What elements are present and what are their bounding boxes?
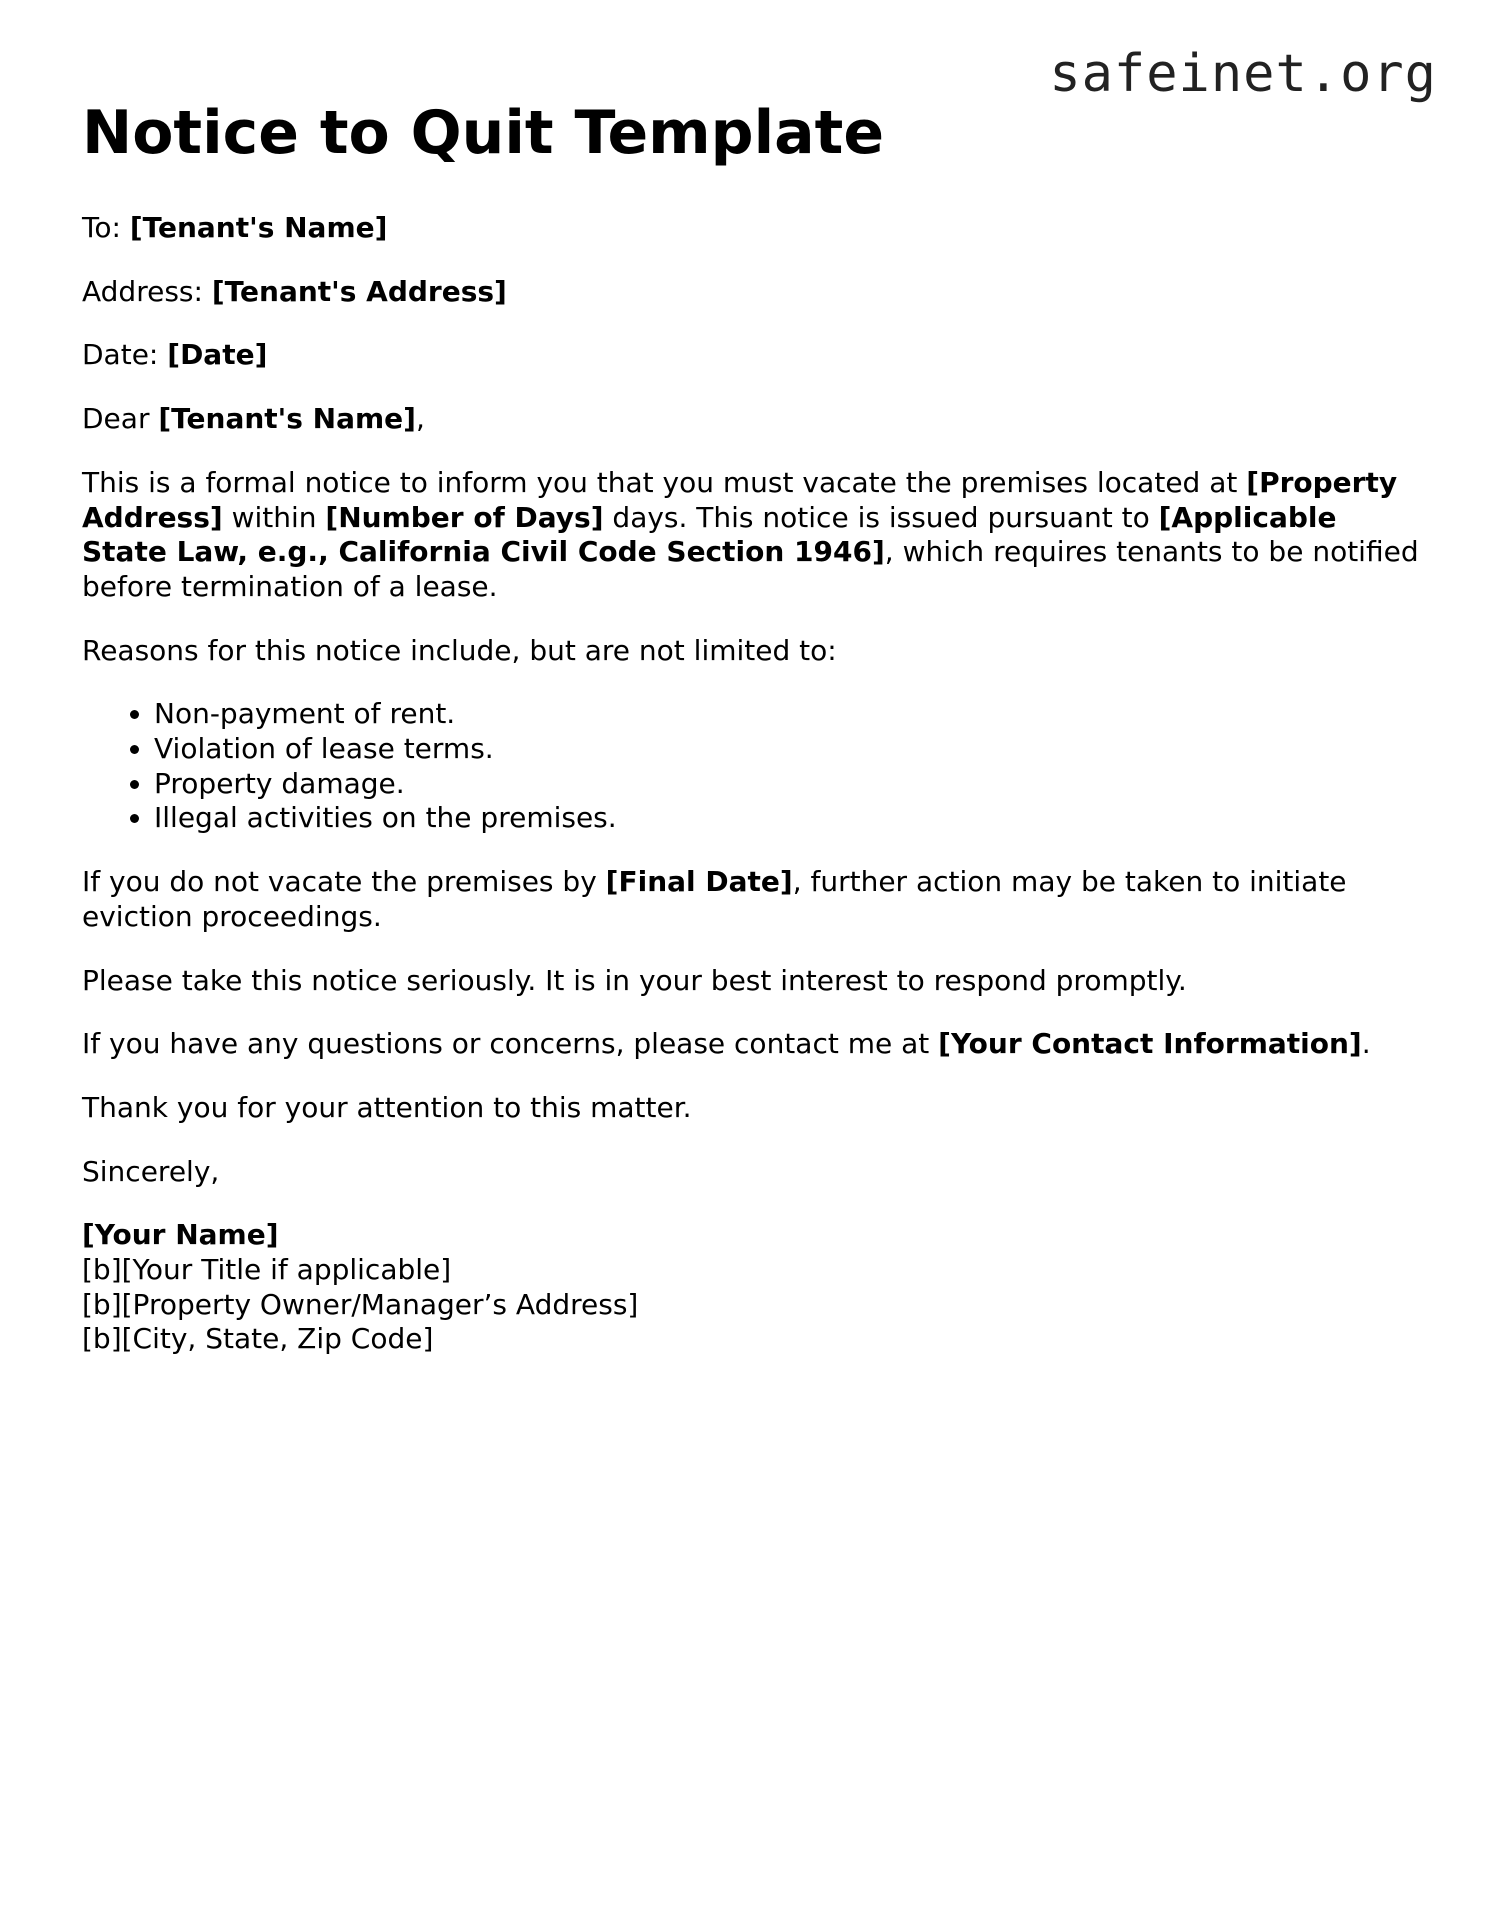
number-of-days-placeholder: [Number of Days] (325, 500, 604, 534)
signature-address: [b][Property Owner/Manager’s Address] (82, 1287, 639, 1321)
document-body (82, 211, 1422, 1386)
contact-text-2: . (1361, 1027, 1371, 1061)
signature-city: [b][City, State, Zip Code] (82, 1322, 434, 1356)
list-item: • Property damage. (154, 767, 1422, 802)
state-law-placeholder: [Applicable State Law, e.g., California Civil Code Section 1946] (82, 500, 1337, 569)
reasons-intro: Reasons for this notice include, but are not limited to: (82, 633, 837, 667)
contact-info-placeholder: [Your Contact Information] (938, 1027, 1362, 1061)
final-text-2: , further action may be taken to initiate eviction proceedings. (82, 865, 1347, 933)
to-label: To: (82, 211, 130, 244)
address-label: Address: (82, 274, 212, 308)
document-title: Notice to Quit Template (82, 98, 885, 168)
list-item: • Illegal activities on the premises. (154, 801, 1422, 836)
greeting-name: [Tenant's Name] (158, 402, 416, 436)
list-item: • Non-payment of rent. (154, 697, 1422, 732)
property-address-placeholder: [Property Address] (82, 465, 1398, 534)
notice-text-2: within (222, 500, 326, 534)
list-item: • Violation of lease terms. (154, 732, 1422, 767)
address-value: [Tenant's Address] (211, 274, 507, 308)
closing-line: Sincerely, (82, 1154, 220, 1188)
thanks-paragraph: Thank you for your attention to this matter. (82, 1090, 692, 1124)
notice-paragraph (82, 466, 1422, 605)
signature-name: [Your Name] (82, 1218, 279, 1252)
notice-text-4: , which requires tenants to be notified before termination of a lease. (82, 535, 1419, 603)
signature-title: [b][Your Title if applicable] (82, 1253, 452, 1287)
notice-text-3: days. This notice is issued pursuant to (603, 500, 1159, 534)
signature-block (82, 1218, 1422, 1357)
notice-text-1: This is a formal notice to inform you that you must vacate the premises located at (82, 465, 1247, 499)
to-value: [Tenant's Name] (129, 211, 388, 244)
date-line (82, 338, 1422, 373)
reasons-list (82, 697, 1422, 836)
contact-paragraph (82, 1027, 1422, 1062)
watermark-text: safeinet.org (1049, 44, 1437, 104)
greeting-line (82, 402, 1422, 437)
final-date-placeholder: [Final Date] (605, 865, 793, 899)
date-value: [Date] (167, 338, 268, 372)
date-label: Date: (82, 338, 168, 372)
address-line (82, 275, 1422, 310)
final-text-1: If you do not vacate the premises by (82, 865, 606, 899)
greeting-suffix: , (415, 402, 425, 436)
serious-paragraph: Please take this notice seriously. It is in your best interest to respond promptly. (82, 963, 1187, 997)
contact-text-1: If you have any questions or concerns, please contact me at (82, 1027, 939, 1061)
final-date-paragraph (82, 865, 1422, 934)
greeting-prefix: Dear (82, 402, 159, 436)
to-line (82, 211, 1422, 246)
